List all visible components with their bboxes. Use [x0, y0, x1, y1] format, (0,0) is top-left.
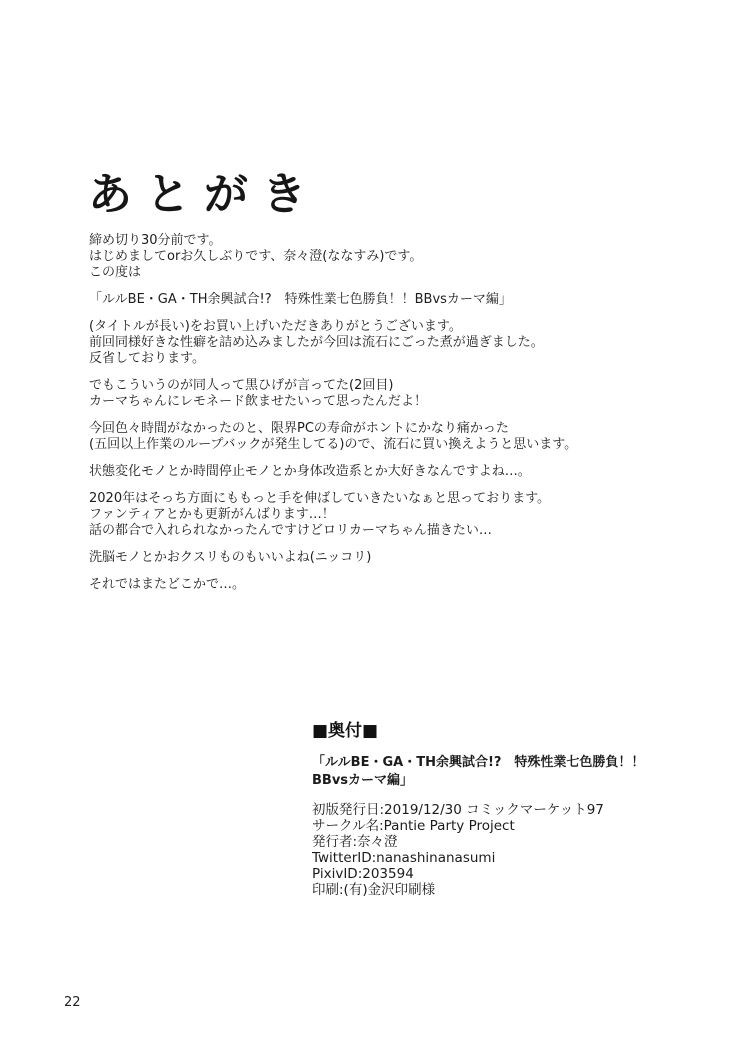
afterword-line: カーマちゃんにレモネード飲ませたいって思ったんだよ！	[89, 394, 428, 409]
colophon-printer: 印刷:(有)金沢印刷様	[312, 882, 436, 898]
colophon-title-line: 「ルルBE・GA・TH余興試合!? 特殊性業七色勝負！！	[312, 755, 645, 770]
afterword-line: 反省しております。	[89, 351, 205, 366]
afterword-line: 洗脳モノとかおクスリものもいいよね(ニッコリ)	[89, 550, 372, 565]
afterword-line: 状態変化モノとか時間停止モノとか身体改造系とか大好きなんですよね…。	[89, 464, 531, 479]
colophon-circle-name: サークル名:Pantie Party Project	[312, 818, 515, 834]
afterword-line: それではまたどこかで…。	[89, 577, 246, 592]
colophon	[312, 716, 644, 898]
colophon-publish-date: 初版発行日:2019/12/30 コミックマーケット97	[312, 802, 604, 818]
paragraph-sennou	[89, 550, 577, 566]
paragraph-intro	[89, 233, 577, 281]
afterword-line: この度は	[89, 265, 142, 280]
afterword-line: 話の都合で入れられなかったんですけどロリカーマちゃん描きたい…	[89, 523, 492, 538]
colophon-title-line: BBvsカーマ編」	[312, 773, 414, 788]
paragraph-likes	[89, 464, 577, 480]
paragraph-thanks	[89, 319, 577, 367]
paragraph-farewell	[89, 577, 577, 593]
afterword-line: (五回以上作業のループバックが発生してる)ので、流石に買い換えようと思います。	[89, 437, 578, 452]
colophon-pixiv-id: PixivID:203594	[312, 866, 414, 882]
afterword-line: はじめましてorお久しぶりです、奈々澄(ななすみ)です。	[89, 249, 423, 264]
afterword-body	[89, 233, 577, 604]
paragraph-book-title	[89, 292, 577, 308]
afterword-line: 「ルルBE・GA・TH余興試合!? 特殊性業七色勝負！！BBvsカーマ編」	[89, 292, 512, 307]
afterword-line: 2020年はそっち方面にももっと手を伸ばしていきたいなぁと思っております。	[89, 491, 551, 506]
afterword-line: ファンティアとかも更新がんばります…！	[89, 507, 335, 522]
page-number: 22	[64, 995, 81, 1010]
paragraph-pc	[89, 421, 577, 453]
afterword-line: 前回同様好きな性癖を詰め込みましたが今回は流石にごった煮が過ぎました。	[89, 335, 544, 350]
afterword-line: でもこういうのが同人って黒ひげが言ってた(2回目)	[89, 378, 394, 393]
colophon-heading: ■奥付■	[312, 721, 379, 741]
afterword-line: (タイトルが長い)をお買い上げいただきありがとうございます。	[89, 319, 462, 334]
colophon-twitter-id: TwitterID:nanashinanasumi	[312, 850, 496, 866]
afterword-title: あとがき	[88, 169, 320, 220]
colophon-info	[312, 802, 644, 898]
paragraph-2020	[89, 491, 577, 539]
colophon-book-title	[312, 754, 644, 790]
paragraph-doujin	[89, 378, 577, 410]
afterword-line: 今回色々時間がなかったのと、限界PCの寿命がホントにかなり痛かった	[89, 421, 509, 436]
colophon-publisher: 発行者:奈々澄	[312, 834, 398, 850]
afterword-line: 締め切り30分前です。	[89, 233, 222, 248]
